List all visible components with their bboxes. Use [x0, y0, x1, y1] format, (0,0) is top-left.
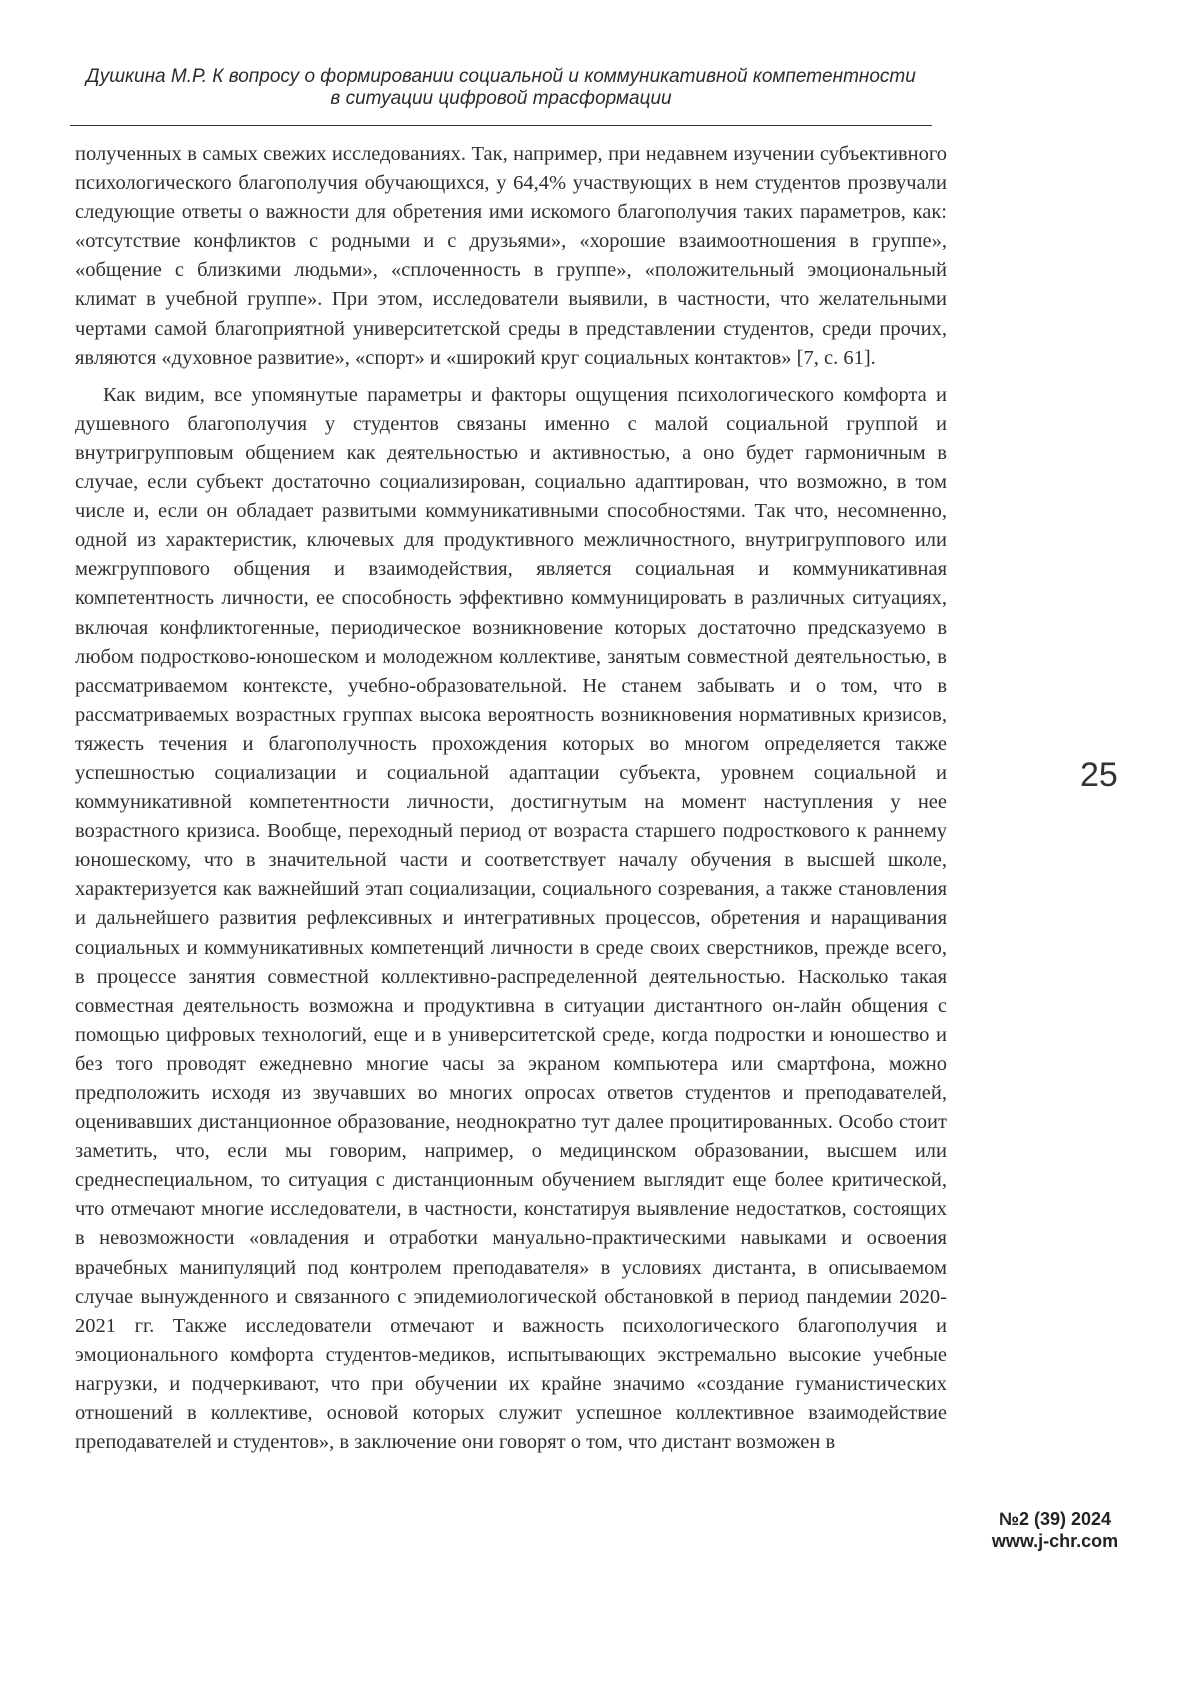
journal-issue: №2 (39) 2024 — [998, 1509, 1112, 1529]
journal-info — [975, 1508, 1135, 1552]
page-number: 25 — [1080, 756, 1118, 794]
journal-website: www.j-chr.com — [991, 1531, 1119, 1551]
paragraph-continuation: полученных в самых свежих исследованиях. Так, например, при недавнем изучении субъективного психологического благополучия обучающихся, у 64,4% участвующих в нем студентов прозвучали следующие ответы о важности для обретения ими искомого благополучия таких параметров, как: «отсутствие конфликтов с родными и с друзьями», «хорошие взаимоотношения в группе», «общение с близкими людьми», «сплоченность в группе», «положительный эмоциональный климат в учебной группе». При этом, исследователи выявили, в частности, что желательными чертами самой благоприятной университетской среды в представлении студентов, среди прочих, являются «духовное развитие», «спорт» и «широкий круг социальных контактов» [7, с. 61]. — [75, 143, 947, 369]
paragraph: Как видим, все упомянутые параметры и факторы ощущения психологического комфорта и душевного благополучия у студентов связаны именно с малой социальной группой и внутригрупповым общением как деятельностью и активностью, а оно будет гармоничным в случае, если субъект достаточно социализирован, социально адаптирован, что возможно, в том числе и, если он обладает развитыми коммуникативными способностями. Так что, несомненно, одной из характеристик, ключевых для продуктивного межличностного, внутригруппового или межгруппового общения и взаимодействия, является социальная и коммуникативная компетентность личности, ее способность эффективно коммуницировать в различных ситуациях, включая конфликтогенные, периодическое возникновение которых достаточно предсказуемо в любом подростково-юношеском и молодежном коллективе, занятым совместной деятельностью, в рассматриваемом контексте, учебно-образовательной. Не станем забывать и о том, что в рассматриваемых возрастных группах высока вероятность возникновения нормативных кризисов, тяжесть течения и благополучность прохождения которых во многом определяется также успешностью социализации и социальной адаптации субъекта, уровнем социальной и коммуникативной компетентности личности, достигнутым на момент наступления у нее возрастного кризиса. Вообще, переходный период от возраста старшего подросткового к раннему юношескому, что в значительной части и соответствует началу обучения в высшей школе, характеризуется как важнейший этап социализации, социального созревания, а также становления и дальнейшего развития рефлексивных и интегративных процессов, обретения и наращивания социальных и коммуникативных компетенций личности в среде своих сверстников, прежде всего, в процессе занятия совместной коллективно-распределенной деятельностью. Насколько такая совместная деятельность возможна и продуктивна в ситуации дистантного он-лайн общения с помощью цифровых технологий, еще и в университетской среде, когда подростки и юношество и без того проводят ежедневно многие часы за экраном компьютера или смартфона, можно предположить исходя из звучавших во многих опросах ответов студентов и преподавателей, оценивавших дистанционное образование, неоднократно тут далее процитированных. Особо стоит заметить, что, если мы говорим, например, о медицинском образовании, высшем или среднеспециальном, то ситуация с дистанционным обучением выглядит еще более критической, что отмечают многие исследователи, в частности, констатируя выявление недостатков, состоящих в невозможности «овладения и отработки мануально-практическими навыками и освоения врачебных манипуляций под контролем преподавателя» в условиях дистанта, в описываемом случае вынужденного и связанного с эпидемиологической обстановкой в период пандемии 2020-2021 гг. Также исследователи отмечают и важность психологического благополучия и эмоционального комфорта студентов-медиков, испытывающих экстремально высокие учебные нагрузки, и подчеркивают, что при обучении их крайне значимо «создание гуманистических отношений в коллективе, основой которых служит успешное коллективное взаимодействие преподавателей и студентов», в заключение они говорят о том, что дистант возможен в — [75, 383, 947, 1454]
header-divider — [70, 125, 932, 126]
running-header-line-2: в ситуации цифровой трасформации — [330, 88, 672, 109]
running-header-line-1: Душкина М.Р. К вопросу о формировании социальной и коммуникативной компетентности — [86, 66, 916, 87]
running-header — [70, 66, 932, 110]
article-body — [75, 140, 947, 1457]
